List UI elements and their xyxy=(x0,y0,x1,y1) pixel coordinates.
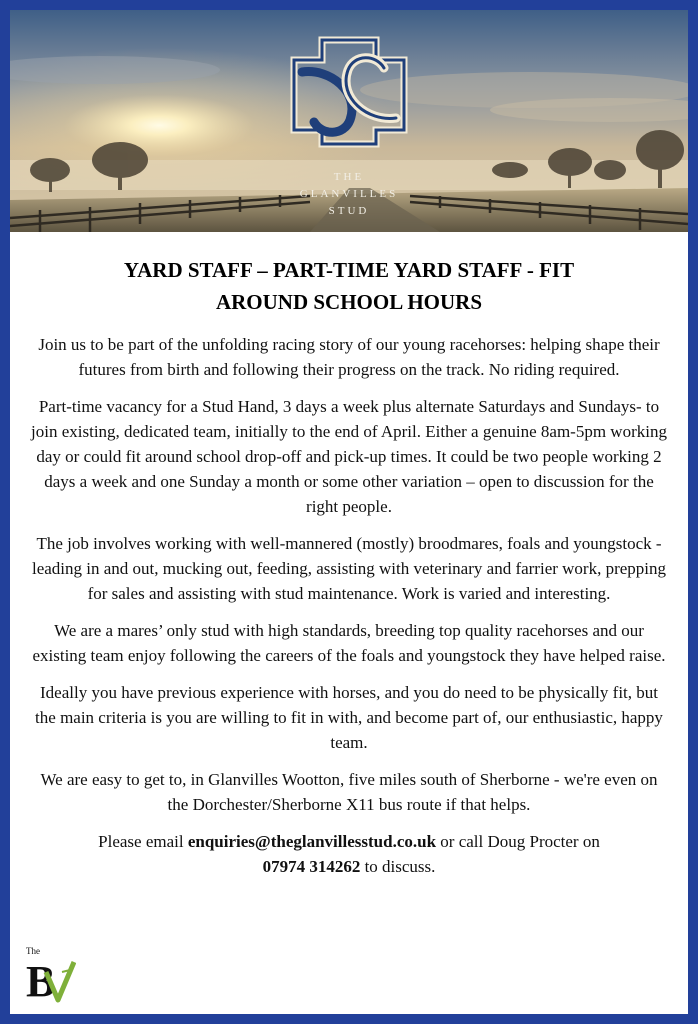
contact-suffix: to discuss. xyxy=(360,857,436,876)
contact-phone[interactable]: 07974 314262 xyxy=(262,857,361,876)
job-title-line1: YARD STAFF – PART-TIME YARD STAFF - FIT xyxy=(123,258,575,282)
location-paragraph: We are easy to get to, in Glanvilles Wootton, five miles south of Sherborne - we're even on the Dorchester/Sherborne X11 bus route if that helps. xyxy=(40,770,658,814)
logo-text-the: THE xyxy=(333,171,365,183)
vacancy-paragraph: Part-time vacancy for a Stud Hand, 3 days a week plus alternate Saturdays and Sundays- to join existing, dedicated team, initially to the end of April. Either a genuine 8am-5pm working day or could fit around school drop-off and pick-up times. It could be two people working 2 days a week and one Sunday a month or some other variation – open to discussion for the right people. xyxy=(31,397,667,516)
about-paragraph: We are a mares’ only stud with high standards, breeding top quality racehorses and our existing team enjoy following the careers of the foals and youngstock they have helped raise. xyxy=(32,621,666,665)
duties-paragraph: The job involves working with well-mannered (mostly) broodmares, foals and youngstock - leading in and out, mucking out, feeding, assisting with veterinary and farrier work, prepping for sales and assisting with stud maintenance. Work is varied and interesting. xyxy=(31,534,667,603)
glanvilles-stud-logo xyxy=(10,10,688,232)
contact-email-link[interactable]: enquiries@theglanvillesstud.co.uk xyxy=(187,832,437,851)
job-title xyxy=(10,254,688,318)
hero-image xyxy=(10,10,688,232)
bv-logo xyxy=(24,944,76,1006)
job-title-line2: AROUND SCHOOL HOURS xyxy=(215,290,483,314)
ideal-candidate-paragraph: Ideally you have previous experience with horses, and you do need to be physically fit, but the main criteria is you are willing to fit in with, and become part of, our enthusiastic, happy team. xyxy=(35,683,663,752)
bv-logo-small-text: The xyxy=(26,946,40,956)
intro-paragraph: Join us to be part of the unfolding racing story of our young racehorses: helping shape their futures from birth and following their progress on the track. No riding required. xyxy=(38,335,660,379)
contact-paragraph xyxy=(10,829,688,879)
bv-logo-icon xyxy=(24,944,76,1006)
poster xyxy=(10,10,688,1014)
contact-middle: or call Doug Procter on xyxy=(436,832,600,851)
job-advert-body xyxy=(10,232,688,879)
logo-text-stud: STUD xyxy=(328,205,370,217)
contact-prefix: Please email xyxy=(98,832,188,851)
logo-text-glanvilles: GLANVILLES xyxy=(299,188,399,200)
bv-logo-letter: B xyxy=(26,957,56,1006)
